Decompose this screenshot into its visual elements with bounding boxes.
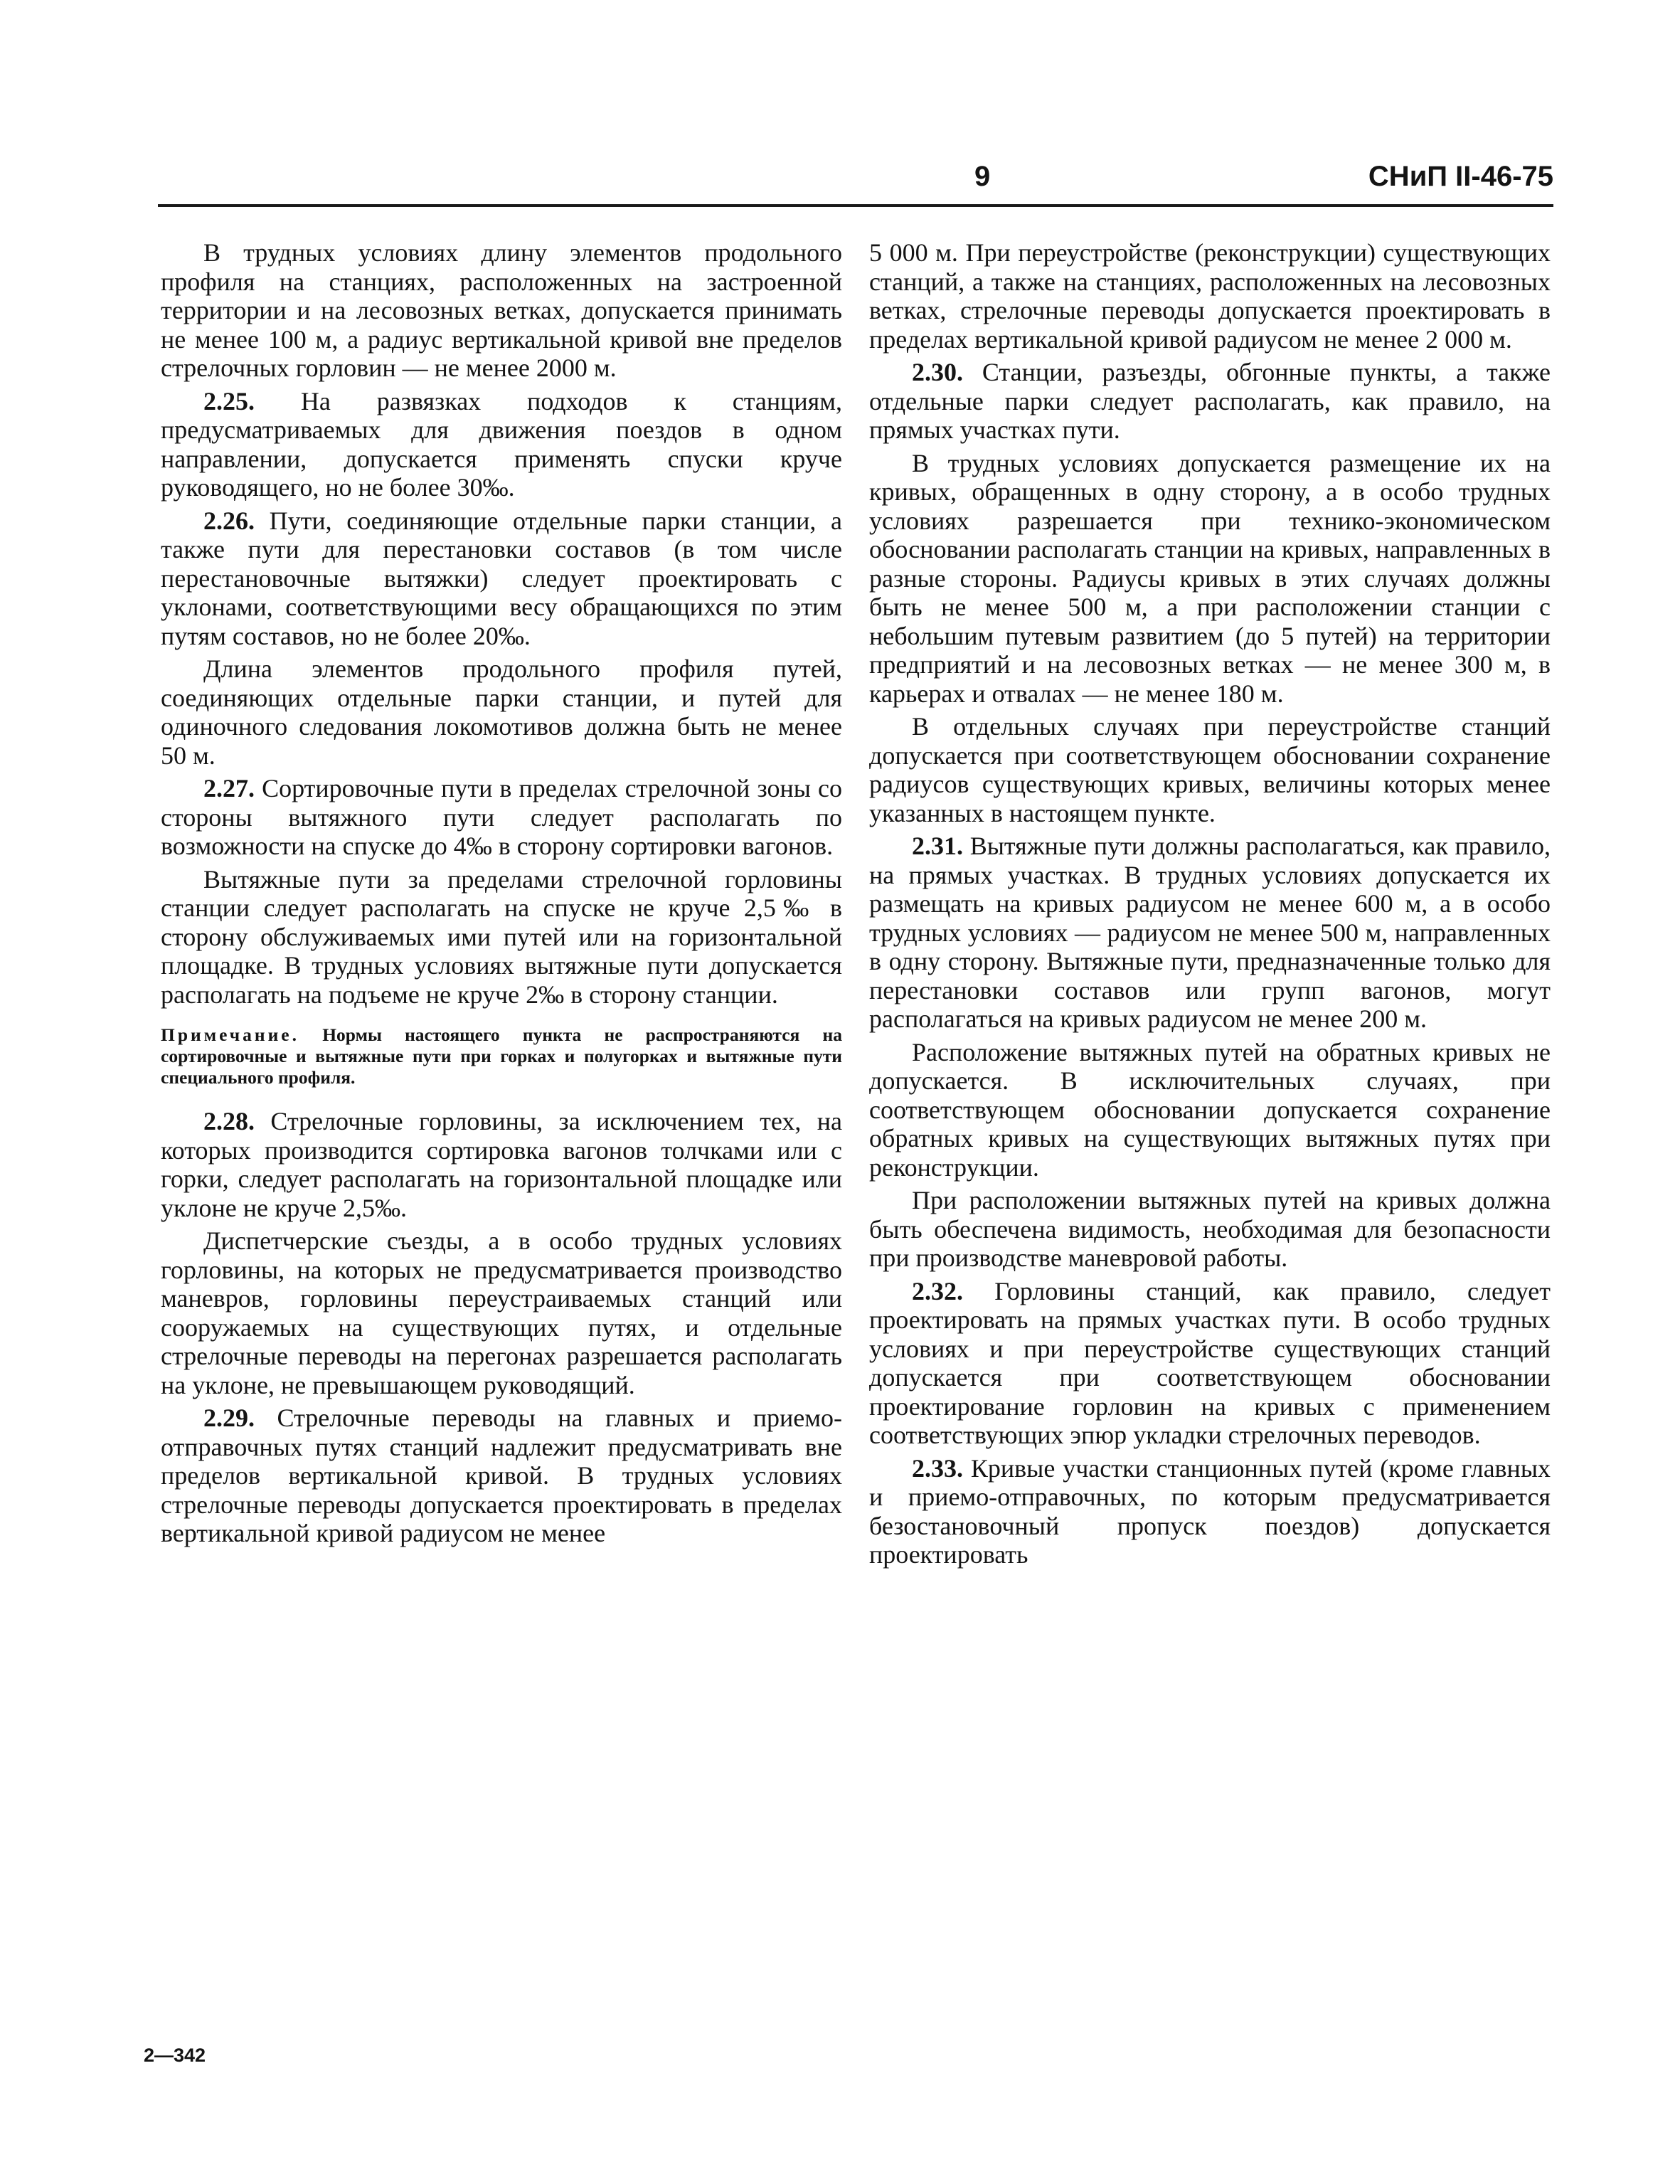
print-signature: 2—342: [144, 2045, 206, 2066]
clause-number: 2.28.: [203, 1107, 255, 1135]
left-column: [161, 238, 842, 1548]
clause-number: 2.29.: [203, 1404, 255, 1432]
paragraph-2-29: 2.29. Стрелочные переводы на главных и приемо-отправочных путях станций надлежит предусматривать вне пределов вертикальной кривой. В трудных условиях стрелочные переводы допускается проектировать в пределах вертикальной кривой радиусом не менее: [161, 1404, 842, 1547]
paragraph-2-28: 2.28. Стрелочные горловины, за исключением тех, на которых производится сортировка вагонов толчками или с горки, следует располагать на горизонтальной площадке или уклоне не круче 2,5‰.: [161, 1107, 842, 1222]
note: [161, 1024, 842, 1088]
paragraph: Длина элементов продольного профиля путей, соединяющих отдельные парки станции, и путей для одиночного следования локомотивов должна быть не менее 50 м.: [161, 654, 842, 770]
left-column-paragraphs-after-note: [161, 1107, 842, 1548]
paragraph-2-33: 2.33. Кривые участки станционных путей (кроме главных и приемо-отправочных, по которым предусматривается безостановочный пропуск поездов) допускается проектировать: [869, 1453, 1551, 1569]
paragraph: В трудных условиях допускается размещение их на кривых, обращенных в одну сторону, а в особо трудных условиях разрешается при технико-экономическом обосновании располагать станции на кривых, направленных в разные стороны. Радиусы кривых в этих случаях должны быть не менее 500 м, а при расположении станции с небольшим путевым развитием (до 5 путей) на территории предприятий и на лесовозных ветках — не менее 300 м, в карьерах и отвалах — не менее 180 м.: [869, 448, 1551, 708]
paragraph: Диспетчерские съезды, а в особо трудных условиях горловины, на которых не предусматривается производство маневров, горловины переустраиваемых станций или сооружаемых на существующих путях, и отдельные стрелочные переводы на перегонах разрешается располагать на уклоне, не превышающем руководящий.: [161, 1226, 842, 1399]
paragraph: В трудных условиях длину элементов продольного профиля на станциях, расположенных на застроенной территории и на лесовозных ветках, допускается принимать не менее 100 м, а радиус вертикальной кривой вне пределов стрелочных горловин — не менее 2000 м.: [161, 238, 842, 382]
right-column: [869, 238, 1551, 1569]
clause-number: 2.27.: [203, 774, 255, 802]
clause-number: 2.25.: [203, 386, 255, 415]
note-text: Нормы настоящего пункта не распространяются на сортировочные и вытяжные пути при горках и полугорках и вытяжные пути специального профиля.: [161, 1024, 842, 1088]
paragraph-2-26: 2.26. Пути, соединяющие отдельные парки станции, а также пути для перестановки составов (в том числе перестановочные вытяжки) следует проектировать с уклонами, соответствующими весу обращающихся по этим путям составов, но не более 20‰.: [161, 506, 842, 650]
paragraph: При расположении вытяжных путей на кривых должна быть обеспечена видимость, необходимая для безопасности при производстве маневровой работы.: [869, 1186, 1551, 1272]
paragraph: Расположение вытяжных путей на обратных кривых не допускается. В исключительных случаях, при соответствующем обосновании допускается сохранение обратных кривых на существующих вытяжных путях при реконструкции.: [869, 1037, 1551, 1182]
paragraph-continued: 5 000 м. При переустройстве (реконструкции) существующих станций, а также на станциях, расположенных на лесовозных ветках, стрелочные переводы допускается проектировать в пределах вертикальной кривой радиусом не менее 2 000 м.: [869, 238, 1551, 354]
clause-number: 2.33.: [912, 1453, 963, 1483]
paragraph-2-25: 2.25. На развязках подходов к станциям, предусматриваемых для движения поездов в одном направлении, допускается применять спуски круче руководящего, но не более 30‰.: [161, 386, 843, 502]
clause-number: 2.32.: [912, 1276, 963, 1305]
paragraph: Вытяжные пути за пределами стрелочной горловины станции следует располагать на спуске не круче 2,5‰ в сторону обслуживаемых ими путей или на горизонтальной площадке. В трудных условиях вытяжные пути допускается располагать на подъеме не круче 2‰ в сторону станции.: [161, 864, 842, 1009]
clause-number: 2.31.: [912, 832, 963, 860]
clause-number: 2.30.: [912, 358, 963, 386]
paragraph-2-31: 2.31. Вытяжные пути должны располагаться, как правило, на прямых участках. В трудных условиях допускается их размещать на кривых радиусом не менее 600 м, а в особо трудных условиях — радиусом не менее 500 м, направленных в одну сторону. Вытяжные пути, предназначенные только для перестановки составов или групп вагонов, могут располагаться на кривых радиусом не менее 200 м.: [869, 832, 1551, 1033]
clause-number: 2.26.: [203, 506, 255, 535]
paragraph: В отдельных случаях при переустройстве станций допускается при соответствующем обосновании сохранение радиусов существующих кривых, величины которых менее указанных в настоящем пункте.: [869, 712, 1551, 827]
page-header: [158, 161, 1553, 211]
header-rule: [158, 204, 1553, 207]
note-label: Примечание.: [161, 1024, 299, 1045]
left-column-paragraphs: [161, 238, 842, 1009]
paragraph-2-32: 2.32. Горловины станций, как правило, следует проектировать на прямых участках пути. В особо трудных условиях и при переустройстве существующих станций допускается при соответствующем обосновании проектирование горловин на кривых с применением соответствующих эпюр укладки стрелочных переводов.: [869, 1276, 1551, 1449]
document-code: СНиП II-46-75: [1368, 161, 1553, 192]
page-number: 9: [974, 161, 991, 192]
paragraph-2-30: 2.30. Станции, разъезды, обгонные пункты, а также отдельные парки следует располагать, как правило, на прямых участках пути.: [869, 358, 1551, 444]
paragraph-2-27: 2.27. Сортировочные пути в пределах стрелочной зоны со стороны вытяжного пути следует располагать по возможности на спуске до 4‰ в сторону сортировки вагонов.: [161, 774, 843, 860]
